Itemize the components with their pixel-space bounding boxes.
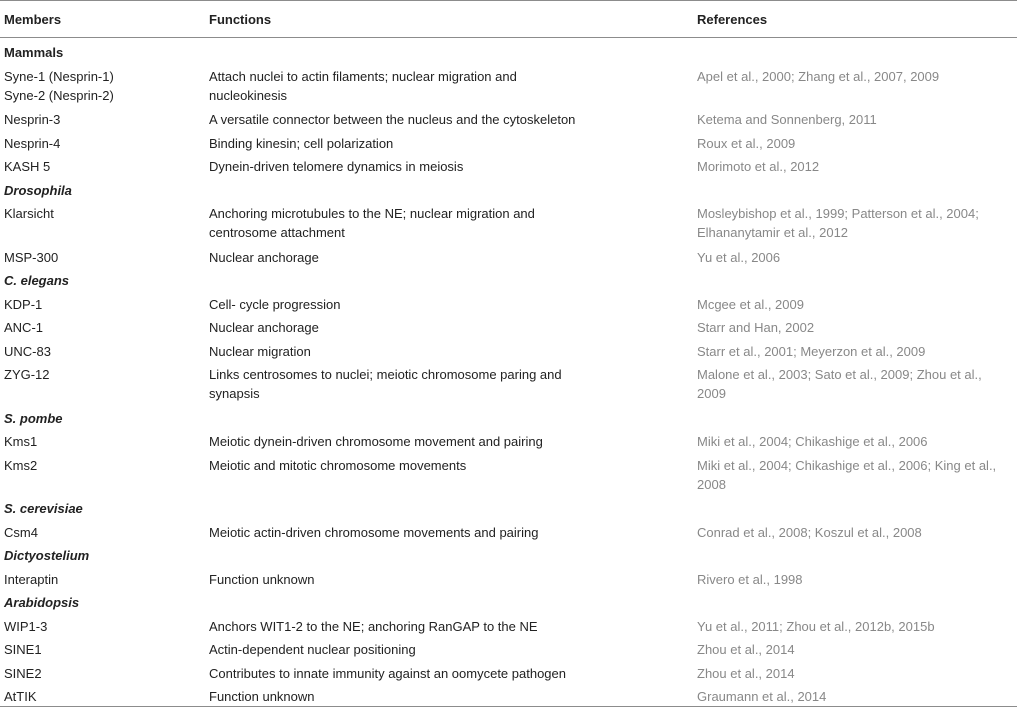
- reference-cell: Zhou et al., 2014: [697, 665, 795, 681]
- reference-cell: Miki et al., 2004; Chikashige et al., 2006; King et al., 2008: [697, 457, 997, 492]
- member-cell: Csm4: [4, 524, 38, 540]
- table-row: [0, 612, 1017, 636]
- reference-cell: Mosleybishop et al., 1999; Patterson et al., 2004; Elhananytamir et al., 2012: [697, 206, 979, 240]
- member-cell: Interaptin: [4, 571, 59, 587]
- reference-cell: Starr et al., 2001; Meyerzon et al., 2009: [697, 343, 926, 359]
- table-row: [0, 152, 1017, 176]
- function-cell: Actin-dependent nuclear positioning: [209, 642, 416, 657]
- table-row: [0, 243, 1017, 267]
- table-row: [0, 290, 1017, 314]
- reference-cell: Yu et al., 2011; Zhou et al., 2012b, 2015b: [697, 618, 935, 634]
- member-cell: Syne-1 (Nesprin-1) Syne-2 (Nesprin-2): [4, 68, 114, 103]
- group-heading: [0, 176, 1017, 200]
- reference-cell: Rivero et al., 1998: [697, 571, 803, 587]
- table-row: [0, 427, 1017, 451]
- function-cell: Meiotic actin-driven chromosome movements and pairing: [209, 524, 539, 540]
- member-cell: KASH 5: [4, 159, 51, 174]
- member-cell: Kms2: [4, 457, 38, 473]
- group-label: S. pombe: [4, 410, 63, 426]
- function-cell: Anchoring microtubules to the NE; nuclear migration and centrosome attachment: [209, 206, 535, 240]
- reference-cell: Yu et al., 2006: [697, 249, 781, 265]
- member-cell: SINE2: [4, 665, 42, 681]
- table-row: [0, 62, 1017, 106]
- function-cell: Cell- cycle progression: [209, 296, 341, 312]
- member-cell: SINE1: [4, 642, 42, 657]
- reference-cell: Graumann et al., 2014: [697, 689, 827, 704]
- member-cell: AtTIK: [4, 689, 37, 704]
- function-cell: Nuclear anchorage: [209, 249, 319, 265]
- function-cell: A versatile connector between the nucleus and the cytoskeleton: [209, 112, 576, 127]
- table-row: [0, 199, 1017, 243]
- group-heading: [0, 588, 1017, 612]
- member-cell: Nesprin-3: [4, 112, 61, 127]
- member-cell: Kms1: [4, 434, 38, 449]
- group-heading: [0, 266, 1017, 290]
- group-heading: [0, 494, 1017, 518]
- reference-cell: Mcgee et al., 2009: [697, 296, 804, 312]
- group-heading: [0, 38, 1017, 62]
- group-label: S. cerevisiae: [4, 501, 83, 516]
- function-cell: Dynein-driven telomere dynamics in meiosis: [209, 159, 464, 174]
- group-heading: [0, 541, 1017, 565]
- member-cell: ZYG-12: [4, 367, 50, 382]
- group-label: Arabidopsis: [4, 595, 80, 610]
- member-cell: WIP1-3: [4, 618, 48, 634]
- table-row: [0, 105, 1017, 129]
- table-row: [0, 635, 1017, 659]
- group-label: Drosophila: [4, 182, 72, 198]
- function-cell: Meiotic dynein-driven chromosome movement and pairing: [209, 434, 543, 449]
- group-heading: [0, 404, 1017, 428]
- function-cell: Nuclear anchorage: [209, 320, 319, 335]
- table-row: [0, 129, 1017, 153]
- reference-cell: Apel et al., 2000; Zhang et al., 2007, 2009: [697, 68, 940, 84]
- function-cell: Meiotic and mitotic chromosome movements: [209, 457, 467, 473]
- member-cell: Klarsicht: [4, 206, 54, 221]
- table-row: [0, 682, 1017, 706]
- table-row: [0, 518, 1017, 542]
- group-label: Mammals: [4, 45, 64, 60]
- table-body: [0, 38, 1017, 706]
- function-cell: Anchors WIT1-2 to the NE; anchoring RanGAP to the NE: [209, 618, 538, 634]
- table-row: [0, 360, 1017, 404]
- function-cell: Links centrosomes to nuclei; meiotic chromosome paring and synapsis: [209, 367, 562, 401]
- table-header: [0, 0, 1017, 38]
- table-row: [0, 565, 1017, 589]
- member-cell: UNC-83: [4, 343, 51, 359]
- table-row: [0, 659, 1017, 683]
- function-cell: Nuclear migration: [209, 343, 311, 359]
- reference-cell: Ketema and Sonnenberg, 2011: [697, 112, 877, 127]
- function-cell: Contributes to innate immunity against an oomycete pathogen: [209, 665, 566, 681]
- table-row: [0, 313, 1017, 337]
- member-cell: MSP-300: [4, 249, 59, 265]
- header-functions: Functions: [209, 12, 272, 27]
- group-label: C. elegans: [4, 273, 70, 288]
- header-members: Members: [4, 12, 62, 27]
- reference-cell: Morimoto et al., 2012: [697, 159, 820, 174]
- header-references: References: [697, 12, 768, 27]
- function-cell: Function unknown: [209, 689, 315, 704]
- reference-cell: Conrad et al., 2008; Koszul et al., 2008: [697, 524, 922, 540]
- function-cell: Binding kinesin; cell polarization: [209, 135, 394, 151]
- reference-cell: Zhou et al., 2014: [697, 642, 795, 657]
- table-row: [0, 451, 1017, 495]
- function-cell: Function unknown: [209, 571, 315, 587]
- group-label: Dictyostelium: [4, 548, 90, 563]
- reference-cell: Miki et al., 2004; Chikashige et al., 2006: [697, 434, 928, 449]
- member-cell: ANC-1: [4, 320, 44, 335]
- table-row: [0, 337, 1017, 361]
- reference-cell: Malone et al., 2003; Sato et al., 2009; Zhou et al., 2009: [697, 367, 982, 401]
- reference-cell: Starr and Han, 2002: [697, 320, 815, 335]
- member-cell: KDP-1: [4, 296, 43, 312]
- member-cell: Nesprin-4: [4, 135, 61, 151]
- function-cell: Attach nuclei to actin filaments; nuclear migration and nucleokinesis: [209, 68, 517, 103]
- reference-cell: Roux et al., 2009: [697, 135, 796, 151]
